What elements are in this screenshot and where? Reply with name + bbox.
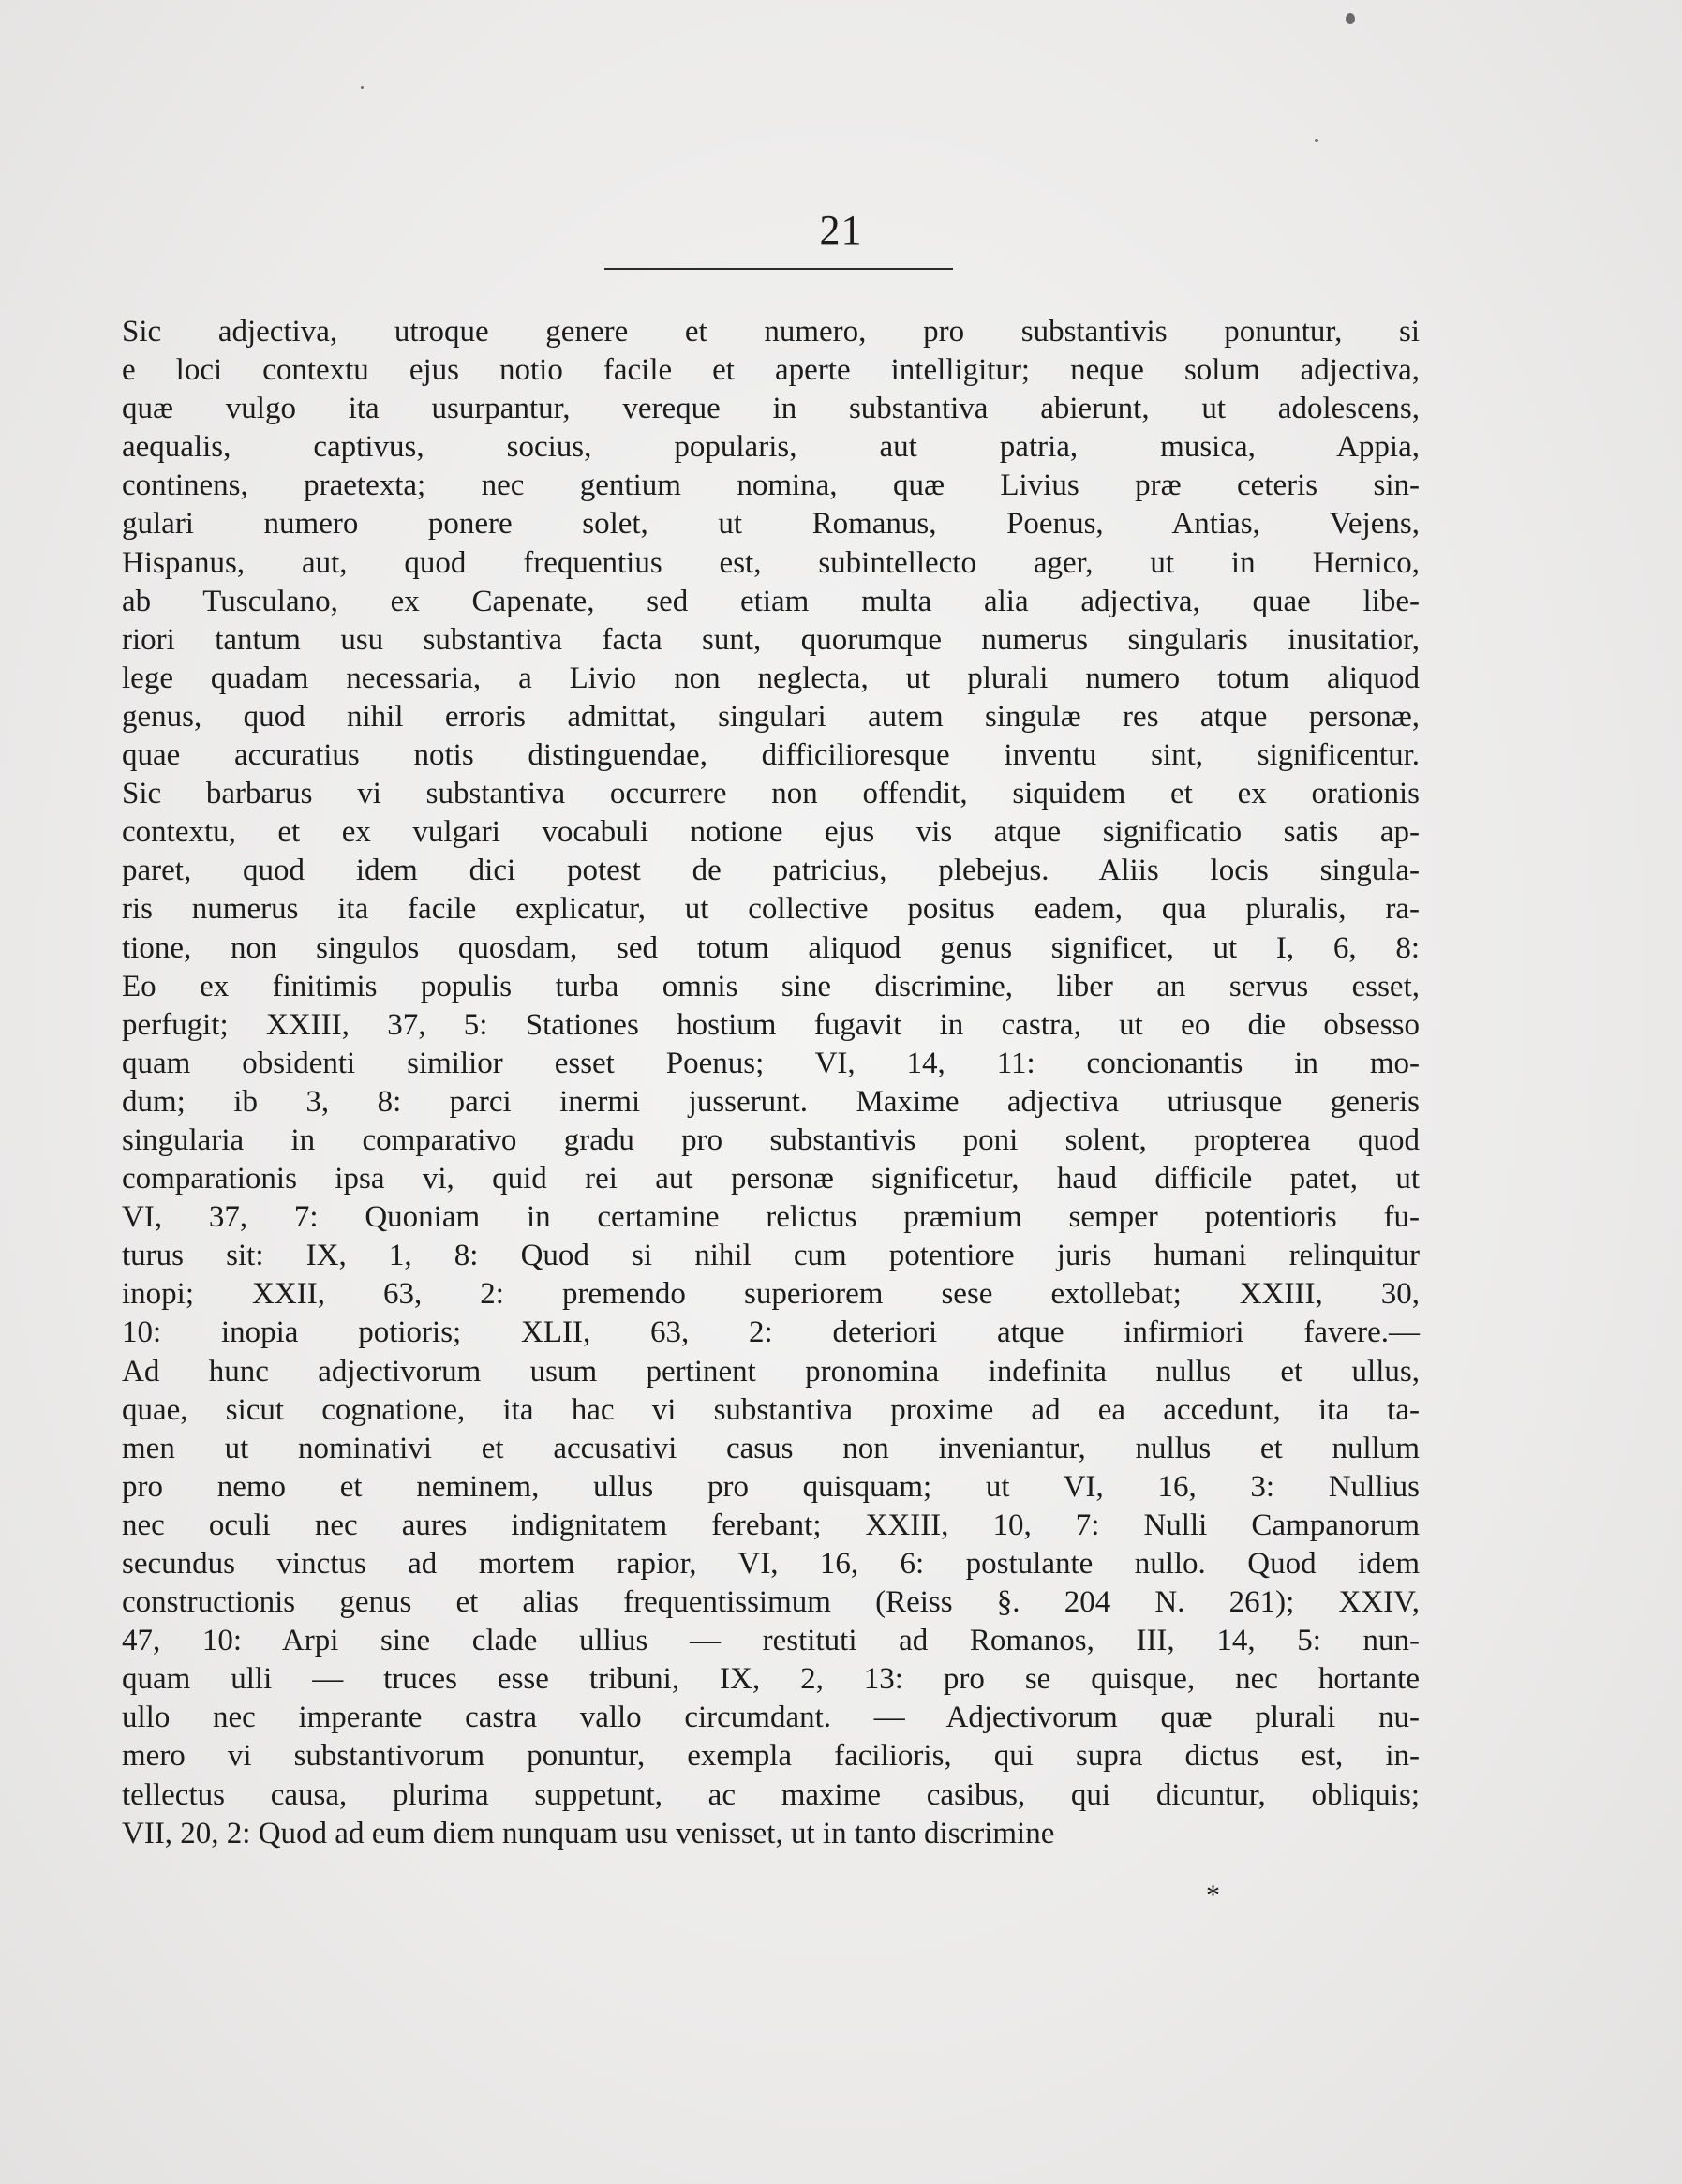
- body-text: [122, 313, 1420, 1853]
- text-line: quae, sicut cognatione, ita hac vi substantiva proxime ad ea accedunt, ita ta-: [122, 1392, 1420, 1427]
- text-line: e loci contextu ejus notio facile et aperte intelligitur; neque solum adjectiva,: [122, 353, 1420, 388]
- text-line: quam obsidenti similior esset Poenus; VI, 14, 11: concionantis in mo-: [122, 1046, 1420, 1080]
- page-number: 21: [819, 207, 863, 253]
- text-line: 10: inopia potioris; XLII, 63, 2: deteriori atque infirmiori favere.—: [122, 1315, 1420, 1350]
- text-line: comparationis ipsa vi, quid rei aut personæ significetur, haud difficile patet, ut: [122, 1162, 1420, 1196]
- text-line: ullo nec imperante castra vallo circumdant. — Adjectivorum quæ plurali nu-: [122, 1701, 1420, 1735]
- text-line: VII, 20, 2: Quod ad eum diem nunquam usu venisset, ut in tanto discrimine: [122, 1816, 1055, 1850]
- text-line: Eo ex finitimis populis turba omnis sine discrimine, liber an servus esset,: [122, 969, 1420, 1003]
- text-line: 47, 10: Arpi sine clade ullius — restituti ad Romanos, III, 14, 5: nun-: [122, 1624, 1420, 1658]
- text-line: genus, quod nihil erroris admittat, singulari autem singulæ res atque personæ,: [122, 699, 1420, 734]
- header-rule: [604, 268, 953, 270]
- text-line: quae accuratius notis distinguendae, difficilioresque inventu sint, significentur.: [122, 738, 1420, 773]
- text-line: constructionis genus et alias frequentissimum (Reiss §. 204 N. 261); XXIV,: [122, 1585, 1420, 1620]
- text-line: paret, quod idem dici potest de patricius, plebejus. Aliis locis singula-: [122, 854, 1420, 888]
- text-line: perfugit; XXIII, 37, 5: Stationes hostium fugavit in castra, ut eo die obsesso: [122, 1007, 1420, 1042]
- text-line: quæ vulgo ita usurpantur, vereque in substantiva abierunt, ut adolescens,: [122, 392, 1420, 426]
- text-line: VI, 37, 7: Quoniam in certamine relictus præmium semper potentioris fu-: [122, 1200, 1420, 1235]
- text-line: continens, praetexta; nec gentium nomina, quæ Livius præ ceteris sin-: [122, 468, 1420, 503]
- text-line: mero vi substantivorum ponuntur, exempla facilioris, qui supra dictus est, in-: [122, 1739, 1420, 1774]
- text-line: tellectus causa, plurima suppetunt, ac maxime casibus, qui dicuntur, obliquis;: [122, 1777, 1420, 1812]
- text-line: contextu, et ex vulgari vocabuli notione ejus vis atque significatio satis ap-: [122, 815, 1420, 850]
- paper-speck: [1315, 139, 1318, 142]
- text-line: Hispanus, aut, quod frequentius est, subintellecto ager, ut in Hernico,: [122, 545, 1420, 580]
- text-line: Sic barbarus vi substantiva occurrere non offendit, siquidem et ex orationis: [122, 777, 1420, 811]
- text-line: Ad hunc adjectivorum usum pertinent pronomina indefinita nullus et ullus,: [122, 1354, 1420, 1389]
- text-line: dum; ib 3, 8: parci inermi jusserunt. Maxime adjectiva utriusque generis: [122, 1084, 1420, 1119]
- text-line: turus sit: IX, 1, 8: Quod si nihil cum potentiore juris humani relinquitur: [122, 1239, 1420, 1273]
- text-line: secundus vinctus ad mortem rapior, VI, 16, 6: postulante nullo. Quod idem: [122, 1547, 1420, 1581]
- paper-speck: [361, 86, 364, 89]
- text-line: nec oculi nec aures indignitatem ferebant; XXIII, 10, 7: Nulli Campanorum: [122, 1508, 1420, 1542]
- text-line: ab Tusculano, ex Capenate, sed etiam multa alia adjectiva, quae libe-: [122, 584, 1420, 618]
- text-line: riori tantum usu substantiva facta sunt, quorumque numerus singularis inusitatior,: [122, 622, 1420, 657]
- text-line: lege quadam necessaria, a Livio non neglecta, ut plurali numero totum aliquod: [122, 661, 1420, 695]
- signature-mark: *: [1206, 1879, 1220, 1910]
- text-line: Sic adjectiva, utroque genere et numero, pro substantivis ponuntur, si: [122, 315, 1420, 349]
- text-line: quam ulli — truces esse tribuni, IX, 2, 13: pro se quisque, nec hortante: [122, 1662, 1420, 1697]
- text-line: inopi; XXII, 63, 2: premendo superiorem sese extollebat; XXIII, 30,: [122, 1277, 1420, 1312]
- text-line: tione, non singulos quosdam, sed totum aliquod genus significet, ut I, 6, 8:: [122, 930, 1420, 965]
- text-line: gulari numero ponere solet, ut Romanus, Poenus, Antias, Vejens,: [122, 507, 1420, 542]
- paper-speck: [1346, 13, 1355, 24]
- text-line: singularia in comparativo gradu pro substantivis poni solent, propterea quod: [122, 1122, 1420, 1157]
- text-line: aequalis, captivus, socius, popularis, aut patria, musica, Appia,: [122, 430, 1420, 465]
- text-line: ris numerus ita facile explicatur, ut collective positus eadem, qua pluralis, ra-: [122, 892, 1420, 927]
- text-line: pro nemo et neminem, ullus pro quisquam; ut VI, 16, 3: Nullius: [122, 1469, 1420, 1504]
- text-line: men ut nominativi et accusativi casus non inveniantur, nullus et nullum: [122, 1431, 1420, 1465]
